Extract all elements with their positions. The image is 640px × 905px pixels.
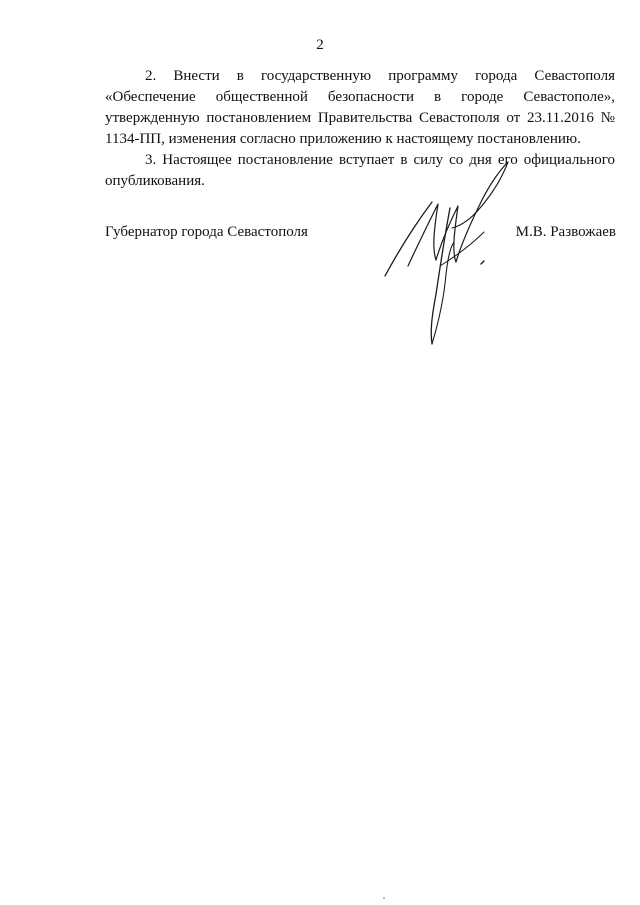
paragraph-item-3: 3. Настоящее постановление вступает в силу со дня его официального опубликования. [105, 152, 615, 189]
signer-title: Губернатор города Севастополя [105, 224, 308, 240]
handwritten-signature-icon [380, 148, 520, 348]
paragraph-item-2: 2. Внести в государственную программу города Севастополя «Обеспечение общественной безопасности в городе Севастополе», утвержденную постановлением Правительства Севастополя от 23.11.2016 № 1134-ПП, изменения согласно приложению к настоящему постановлению. [105, 68, 615, 147]
signature-block [105, 222, 616, 244]
page-number: 2 [316, 37, 324, 53]
document-body [105, 66, 615, 192]
signer-name: М.В. Развожаев [515, 224, 616, 240]
scan-speck [383, 897, 385, 899]
